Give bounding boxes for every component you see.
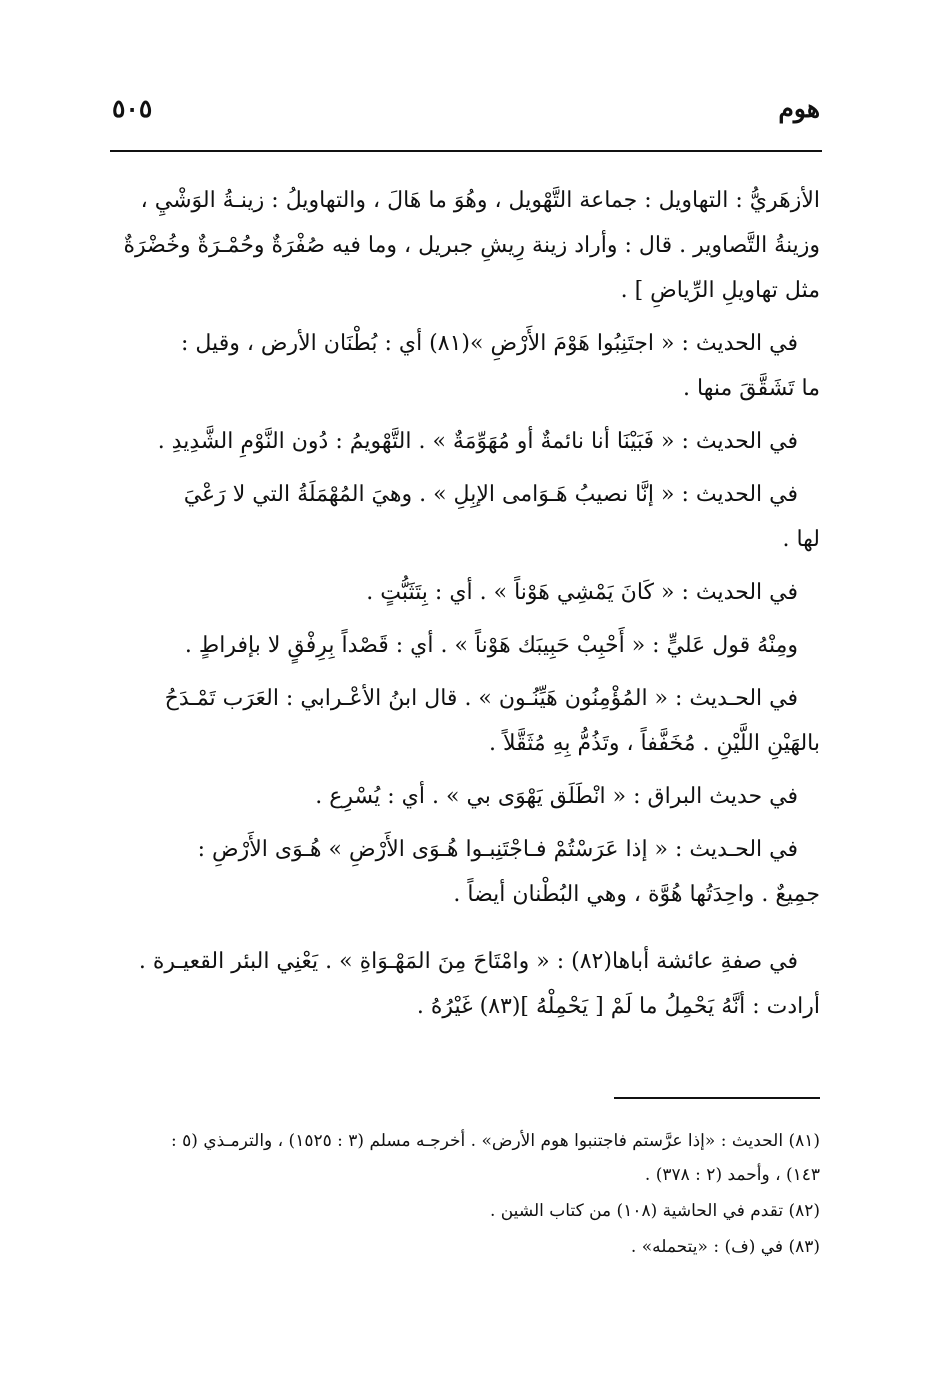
paragraph <box>112 570 820 615</box>
paragraph <box>112 939 820 1029</box>
text-line: لها . <box>782 527 820 552</box>
footnote-line: (٨٢) تقدم في الحاشية (١٠٨) من كتاب الشين . <box>489 1201 820 1221</box>
text-line: وزينةُ التَّصاوير . قال : وأراد زينة رِيشِ جبريل ، وما فيه صُفْرَةٌ وحُمْـرَةٌ وخُضْرَةٌ <box>123 233 820 258</box>
text-line: أرادت : أنَّهُ يَحْمِلُ ما لَمْ [ يَحْمِلْهُ ](٨٣) غَيْرُهُ . <box>416 994 820 1019</box>
paragraph <box>112 321 820 411</box>
text-line: بالهَيْنِ اللَّيْنِ . مُخَفَّفاً ، وتَذُمُّ بِهِ مُثَقَّلاً . <box>488 731 820 756</box>
page-header <box>112 92 820 142</box>
text-line: الأزهَريُّ : التهاويل : جماعة التَّهْويل ، وهُوَ ما هَالَ ، والتهاويلُ : زينـةُ الوَشْيِ ، <box>140 188 820 213</box>
footnote-line: (٨١) الحديث : «إذا عرَّستم فاجتنبوا هوم الأرض» . أخرجـه مسلم (٣ : ١٥٢٥) ، والترمـذي (٥ : <box>171 1131 820 1151</box>
paragraph <box>112 623 820 668</box>
paragraph <box>112 676 820 766</box>
paragraph <box>112 178 820 313</box>
text-line: في الحديث : « إنَّا نصيبُ هَـوَامى الإبِلِ » . وهيَ المُهْمَلَةُ التي لا رَعْيَ <box>183 482 798 507</box>
text-line: في الحديث : « فَبَيْنَا أنا نائمةٌ أو مُهَوِّمَةٌ » . التَّهْويمُ : دُون النَّوْمِ الشَّدِيدِ . <box>157 429 798 454</box>
text-line: في صفةِ عائشة أباها(٨٢) : « وامْتَاحَ مِنَ المَهْـوَاةِ » . يَعْنِي البئر القعيـرة . <box>138 949 798 974</box>
paragraph <box>112 827 820 917</box>
text-line: في حديث البراق : « انْطَلَق يَهْوَى بي » . أي : يُسْرِع . <box>315 784 798 809</box>
running-title: هوم <box>778 94 820 123</box>
header-rule <box>110 150 822 152</box>
text-line: في الحـديث : « إذا عَرَسْتُمْ فـاجْتَنِبـوا هُـوَى الأَرْضِ » هُـوَى الأَرْضِ : <box>197 837 798 862</box>
body-text <box>112 178 820 1037</box>
footnote <box>112 1230 820 1264</box>
footnote <box>112 1194 820 1228</box>
paragraph <box>112 774 820 819</box>
footnote <box>112 1124 820 1192</box>
footnote-line: (٨٣) في (ف) : «يتحمله» . <box>630 1237 820 1257</box>
text-line: ما تَشَقَّقَ منها . <box>683 376 820 401</box>
page-number: ٥٠٥ <box>112 94 153 123</box>
footnote-rule <box>614 1097 820 1099</box>
text-line: مثل تهاويلِ الرِّياضِ ] . <box>620 278 820 303</box>
text-line: في الحديث : « اجتَنِبُوا هَوْمَ الأَرْضِ »(٨١) أي : بُطْنَان الأرض ، وقيل : <box>180 331 798 356</box>
paragraph <box>112 472 820 562</box>
footnote-line: ١٤٣) ، وأحمد (٢ : ٣٧٨) . <box>644 1165 820 1185</box>
text-line: في الحـديث : « المُؤْمِنُون هَيِّنُـون » . قال ابنُ الأعْـرابي : العَرَب تَمْـدَحُ <box>164 686 798 711</box>
text-line: جمِيعٌ . واحِدَتُها هُوَّة ، وهي البُطْنان أيضاً . <box>453 882 820 907</box>
text-line: ومِنْهُ قول عَليٍّ : « أَحْبِبْ حَبِيبَك هَوْناً » . أي : قَصْداً بِرِفْقٍ لا بإفراطٍ . <box>184 633 798 658</box>
text-line: في الحديث : « كَانَ يَمْشِي هَوْناً » . أي : بِتَثَبُّتٍ . <box>366 580 798 605</box>
paragraph <box>112 419 820 464</box>
footnotes <box>112 1124 820 1266</box>
